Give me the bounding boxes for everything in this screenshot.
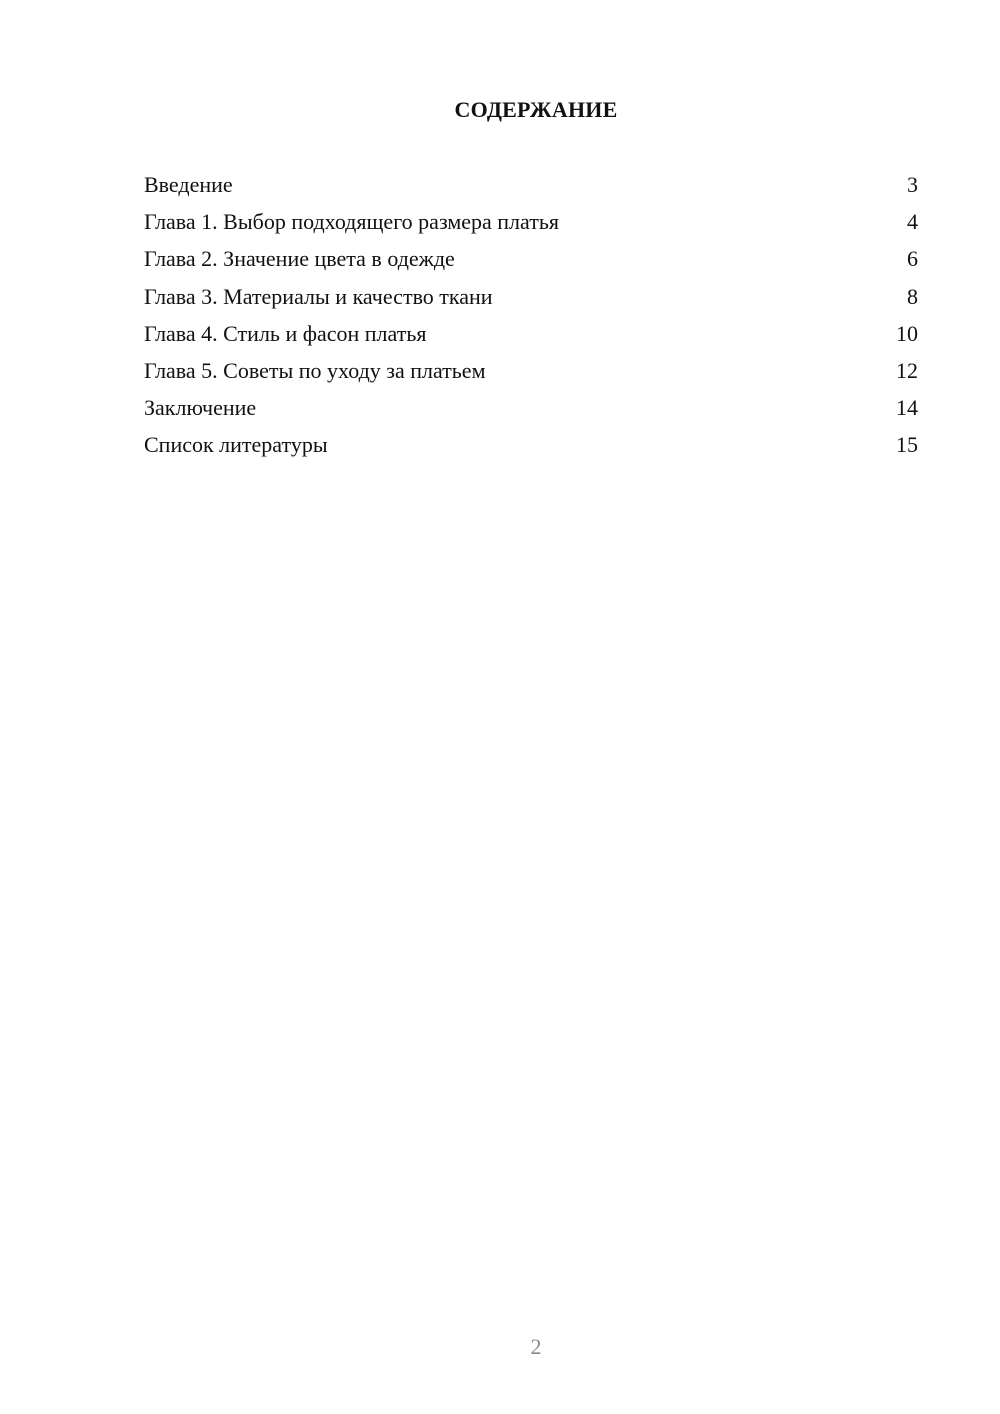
toc-entry-title: Список литературы — [144, 432, 328, 458]
page-number: 2 — [530, 1334, 542, 1359]
toc-entry-chapter-1 — [144, 207, 918, 244]
toc-entry-title: Глава 2. Значение цвета в одежде — [144, 246, 455, 272]
toc-entry-page: 3 — [907, 172, 918, 197]
toc-entry-title: Введение — [144, 172, 233, 197]
toc-entry-page: 4 — [907, 209, 918, 235]
toc-entry-chapter-4 — [144, 319, 918, 356]
toc-entry-page: 14 — [896, 395, 918, 421]
toc-entry-bibliography — [144, 430, 918, 467]
toc-entry-page: 12 — [896, 357, 918, 383]
toc-entry-chapter-3 — [144, 282, 918, 319]
toc-entry-title: Глава 1. Выбор подходящего размера платья — [144, 209, 559, 235]
toc-entry-page: 6 — [907, 246, 918, 272]
toc-entry-chapter-2 — [144, 244, 918, 281]
page-title: СОДЕРЖАНИЕ — [454, 97, 618, 122]
toc-entry-page: 10 — [896, 320, 918, 346]
toc-entry-title: Глава 3. Материалы и качество ткани — [144, 283, 493, 309]
toc-entry-conclusion — [144, 393, 918, 430]
toc-entry-title: Глава 5. Советы по уходу за платьем — [144, 357, 486, 383]
toc-entry-chapter-5 — [144, 356, 918, 393]
toc-entry-page: 8 — [907, 283, 918, 309]
toc-entry-page: 15 — [896, 432, 918, 458]
table-of-contents — [144, 170, 918, 468]
toc-entry-title: Заключение — [144, 395, 257, 421]
toc-entry-introduction — [144, 170, 918, 207]
toc-entry-title: Глава 4. Стиль и фасон платья — [144, 320, 427, 346]
